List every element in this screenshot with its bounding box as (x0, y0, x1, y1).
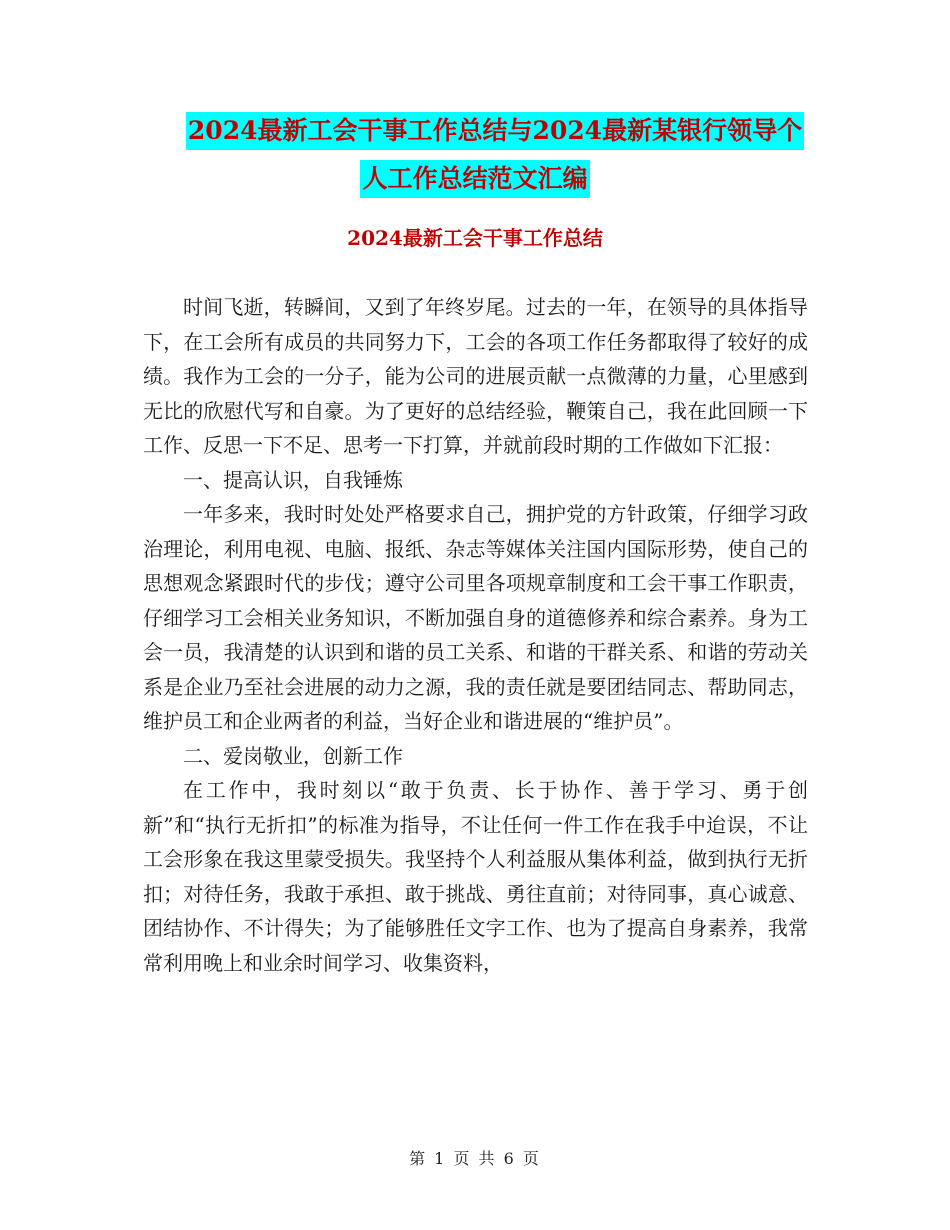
paragraph: 一、提高认识，自我锤炼 (183, 467, 403, 492)
title-line-2: 人工作总结范文汇编 (360, 160, 589, 198)
title-line-1: 2024最新工会干事工作总结与2024最新某银行领导个 (186, 112, 804, 150)
paragraph: 在工作中，我时刻以“敢于负责、长于协作、善于学习、勇于创新”和“执行无折扣”的标准为指导，不让任何一件工作在我手中迨误，不让工会形象在我这里蒙受损失。我坚持个人利益服从集体利益，做到执行无折扣；对待任务，我敢于承担、敢于挑战、勇往直前；对待同事，真心诚意、团结协作、不计得失；为了能够胜任文字工作、也为了提高自身素养，我常常利用晚上和业余时间学习、收集资料， (143, 778, 808, 975)
document-title (0, 112, 950, 198)
page-footer: 第 1 页 共 6 页 (409, 1149, 541, 1168)
paragraph: 一年多来，我时时处处严格要求自己，拥护党的方针政策，仔细学习政治理论，利用电视、电脑、报纸、杂志等媒体关注国内国际形势，使自己的思想观念紧跟时代的步伐；遵守公司里各项规章制度和工会干事工作职责，仔细学习工会相关业务知识，不断加强自身的道德修养和综合素养。身为工会一员，我清楚的认识到和谐的员工关系、和谐的干群关系、和谐的劳动关系是企业乃至社会进展的动力之源，我的责任就是要团结同志、帮助同志，维护员工和企业两者的利益，当好企业和谐进展的“维护员”。 (143, 502, 808, 733)
paragraph: 二、爱岗敬业，创新工作 (183, 743, 403, 768)
paragraph: 时间飞逝，转瞬间，又到了年终岁尾。过去的一年，在领导的具体指导下，在工会所有成员的共同努力下，工会的各项工作任务都取得了较好的成绩。我作为工会的一分子，能为公司的进展贡献一点微薄的力量，心里感到无比的欣慰代写和自豪。为了更好的总结经验，鞭策自己，我在此回顾一下工作、反思一下不足、思考一下打算，并就前段时期的工作做如下汇报： (143, 295, 808, 457)
section-title: 2024最新工会干事工作总结 (347, 226, 603, 250)
body-text (143, 290, 808, 980)
